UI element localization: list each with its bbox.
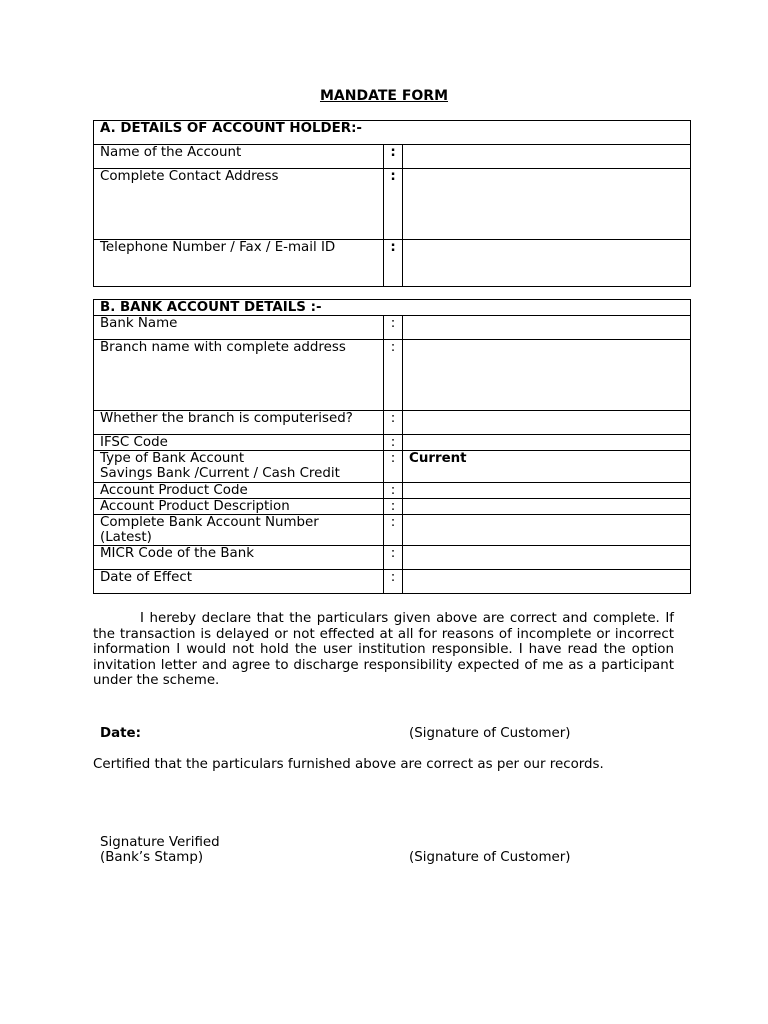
customer-signature-label: (Signature of Customer) [409, 726, 571, 741]
colon-separator: : [384, 145, 403, 169]
colon-separator: : [384, 435, 403, 451]
section-b-heading: B. BANK ACCOUNT DETAILS :- [94, 300, 691, 316]
branch-name-field[interactable] [403, 340, 691, 411]
colon-separator: : [384, 451, 403, 483]
bank-name-label: Bank Name [94, 316, 384, 340]
product-code-label: Account Product Code [94, 483, 384, 499]
colon-separator: : [384, 411, 403, 435]
telephone-label: Telephone Number / Fax / E-mail ID [94, 240, 384, 287]
customer-signature-label-2: (Signature of Customer) [409, 850, 571, 865]
computerised-field[interactable] [403, 411, 691, 435]
ifsc-code-label: IFSC Code [94, 435, 384, 451]
account-number-label-line1: Complete Bank Account Number [100, 515, 319, 530]
declaration-text: I hereby declare that the particulars given above are correct and complete. If the transaction is delayed or not effected at all for reasons of incomplete or incorrect information I would not hold the user institution responsible. I have read the option invitation letter and agree to discharge responsibility expected of me as a participant under the scheme. [93, 611, 674, 689]
account-type-label [94, 451, 384, 483]
colon-separator: : [384, 483, 403, 499]
account-name-field[interactable] [403, 145, 691, 169]
account-name-label: Name of the Account [94, 145, 384, 169]
colon-separator: : [384, 240, 403, 287]
colon-separator: : [384, 499, 403, 515]
section-a-heading: A. DETAILS OF ACCOUNT HOLDER:- [94, 121, 691, 145]
contact-address-label: Complete Contact Address [94, 169, 384, 240]
certified-text: Certified that the particulars furnished above are correct as per our records. [93, 757, 604, 772]
date-of-effect-field[interactable] [403, 570, 691, 594]
form-title: MANDATE FORM [319, 88, 449, 104]
account-number-field[interactable] [403, 515, 691, 546]
ifsc-code-field[interactable] [403, 435, 691, 451]
computerised-label: Whether the branch is computerised? [94, 411, 384, 435]
micr-code-field[interactable] [403, 546, 691, 570]
contact-address-field[interactable] [403, 169, 691, 240]
colon-separator: : [384, 316, 403, 340]
account-holder-table [93, 120, 691, 287]
product-description-label: Account Product Description [94, 499, 384, 515]
colon-separator: : [384, 546, 403, 570]
colon-separator: : [384, 340, 403, 411]
product-code-field[interactable] [403, 483, 691, 499]
bank-stamp-label: (Bank’s Stamp) [100, 850, 204, 865]
branch-name-label: Branch name with complete address [94, 340, 384, 411]
product-description-field[interactable] [403, 499, 691, 515]
account-number-label-line2: (Latest) [100, 530, 152, 545]
telephone-field[interactable] [403, 240, 691, 287]
account-type-field[interactable]: Current [403, 451, 691, 483]
account-type-label-line1: Type of Bank Account [100, 451, 245, 466]
account-type-label-line2: Savings Bank /Current / Cash Credit [100, 466, 340, 481]
colon-separator: : [384, 515, 403, 546]
date-label: Date: [100, 726, 141, 741]
micr-code-label: MICR Code of the Bank [94, 546, 384, 570]
date-of-effect-label: Date of Effect [94, 570, 384, 594]
colon-separator: : [384, 169, 403, 240]
account-number-label [94, 515, 384, 546]
bank-name-field[interactable] [403, 316, 691, 340]
colon-separator: : [384, 570, 403, 594]
declaration-paragraph [93, 611, 674, 689]
signature-verified-label: Signature Verified [100, 835, 220, 850]
bank-account-table [93, 299, 691, 594]
